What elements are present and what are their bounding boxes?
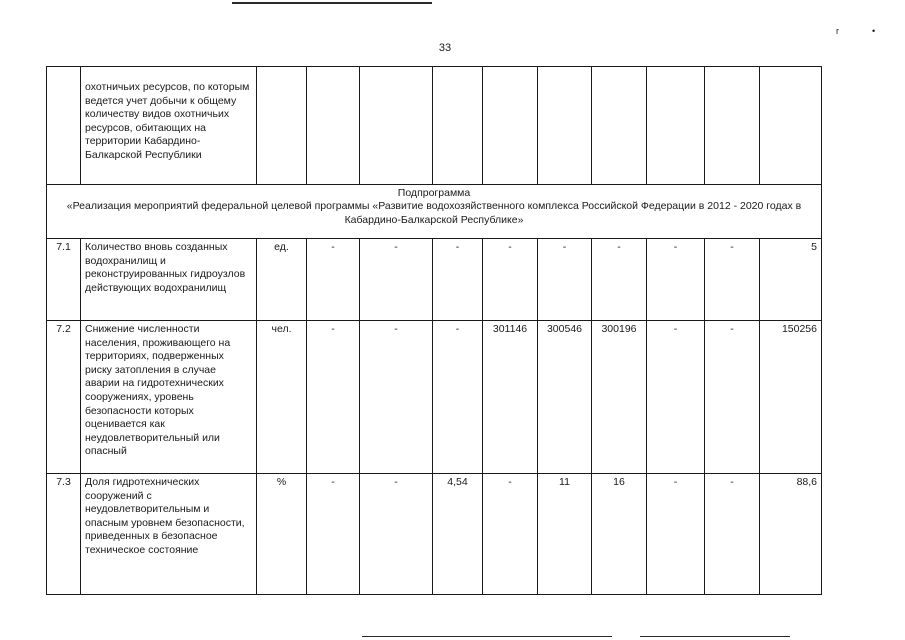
value-cell: - [307, 239, 360, 321]
value-cell: - [360, 474, 433, 595]
value-cell: - [360, 321, 433, 474]
value-cell: - [360, 239, 433, 321]
table-row [47, 321, 822, 474]
value-cell: - [483, 474, 538, 595]
indicator-name: Количество вновь созданных водохранилищ и реконструированных гидроузлов действующих водохранилищ [81, 239, 257, 321]
value-cell: - [483, 239, 538, 321]
row-number: 7.3 [47, 474, 81, 595]
scan-edge-bottom-right [640, 636, 790, 637]
corner-mark: r [836, 26, 839, 36]
page-number: 33 [438, 42, 452, 54]
value-cell: 88,6 [760, 474, 822, 595]
value-cell: - [307, 321, 360, 474]
value-cell: 150256 [760, 321, 822, 474]
value-cell: - [647, 474, 705, 595]
table-row [47, 474, 822, 595]
value-cell: 300196 [592, 321, 647, 474]
unit-cell: чел. [257, 321, 307, 474]
value-cell: - [705, 474, 760, 595]
value-cell: 301146 [483, 321, 538, 474]
value-cell: 4,54 [433, 474, 483, 595]
subprogram-cell [47, 185, 822, 239]
value-cell: - [705, 239, 760, 321]
subprogram-title: «Реализация мероприятий федеральной целевой программы «Развитие водохозяйственного комплекса Российской Федерации в 2012 - 2020 годах в Кабардино-Балкарской Республике» [66, 200, 802, 226]
continuation-row [47, 67, 822, 185]
value-cell: 11 [538, 474, 592, 595]
corner-dot: • [872, 26, 876, 36]
value-cell: - [433, 239, 483, 321]
subprogram-heading: Подпрограмма [397, 187, 471, 199]
value-cell: - [647, 239, 705, 321]
unit-cell: % [257, 474, 307, 595]
value-cell: 300546 [538, 321, 592, 474]
indicator-name: Доля гидротехнических сооружений с неудовлетворительным и опасным уровнем безопасности, приведенных в безопасное техническое состояние [81, 474, 257, 595]
value-cell: - [307, 474, 360, 595]
indicator-name: Снижение численности населения, проживающего на территориях, подверженных риску затопления в случае аварии на гидротехнических сооружениях, уровень безопасности которых оценивается как неудовлетворительный или опасный [81, 321, 257, 474]
scan-edge-top [232, 2, 432, 4]
value-cell: 5 [760, 239, 822, 321]
subprogram-row [47, 185, 822, 239]
value-cell: - [592, 239, 647, 321]
row-number: 7.2 [47, 321, 81, 474]
table-row [47, 239, 822, 321]
row-number-cell [47, 67, 81, 185]
row-number: 7.1 [47, 239, 81, 321]
value-cell: 16 [592, 474, 647, 595]
scan-edge-bottom [362, 636, 612, 637]
unit-cell: ед. [257, 239, 307, 321]
value-cell: - [538, 239, 592, 321]
value-cell: - [433, 321, 483, 474]
indicator-name: охотничьих ресурсов, по которым ведется учет добычи к общему количеству видов охотничьих ресурсов, обитающих на территории Кабардино-Балкарской Республики [81, 67, 257, 185]
indicators-table [46, 66, 822, 595]
value-cell: - [705, 321, 760, 474]
value-cell: - [647, 321, 705, 474]
unit-cell [257, 67, 307, 185]
